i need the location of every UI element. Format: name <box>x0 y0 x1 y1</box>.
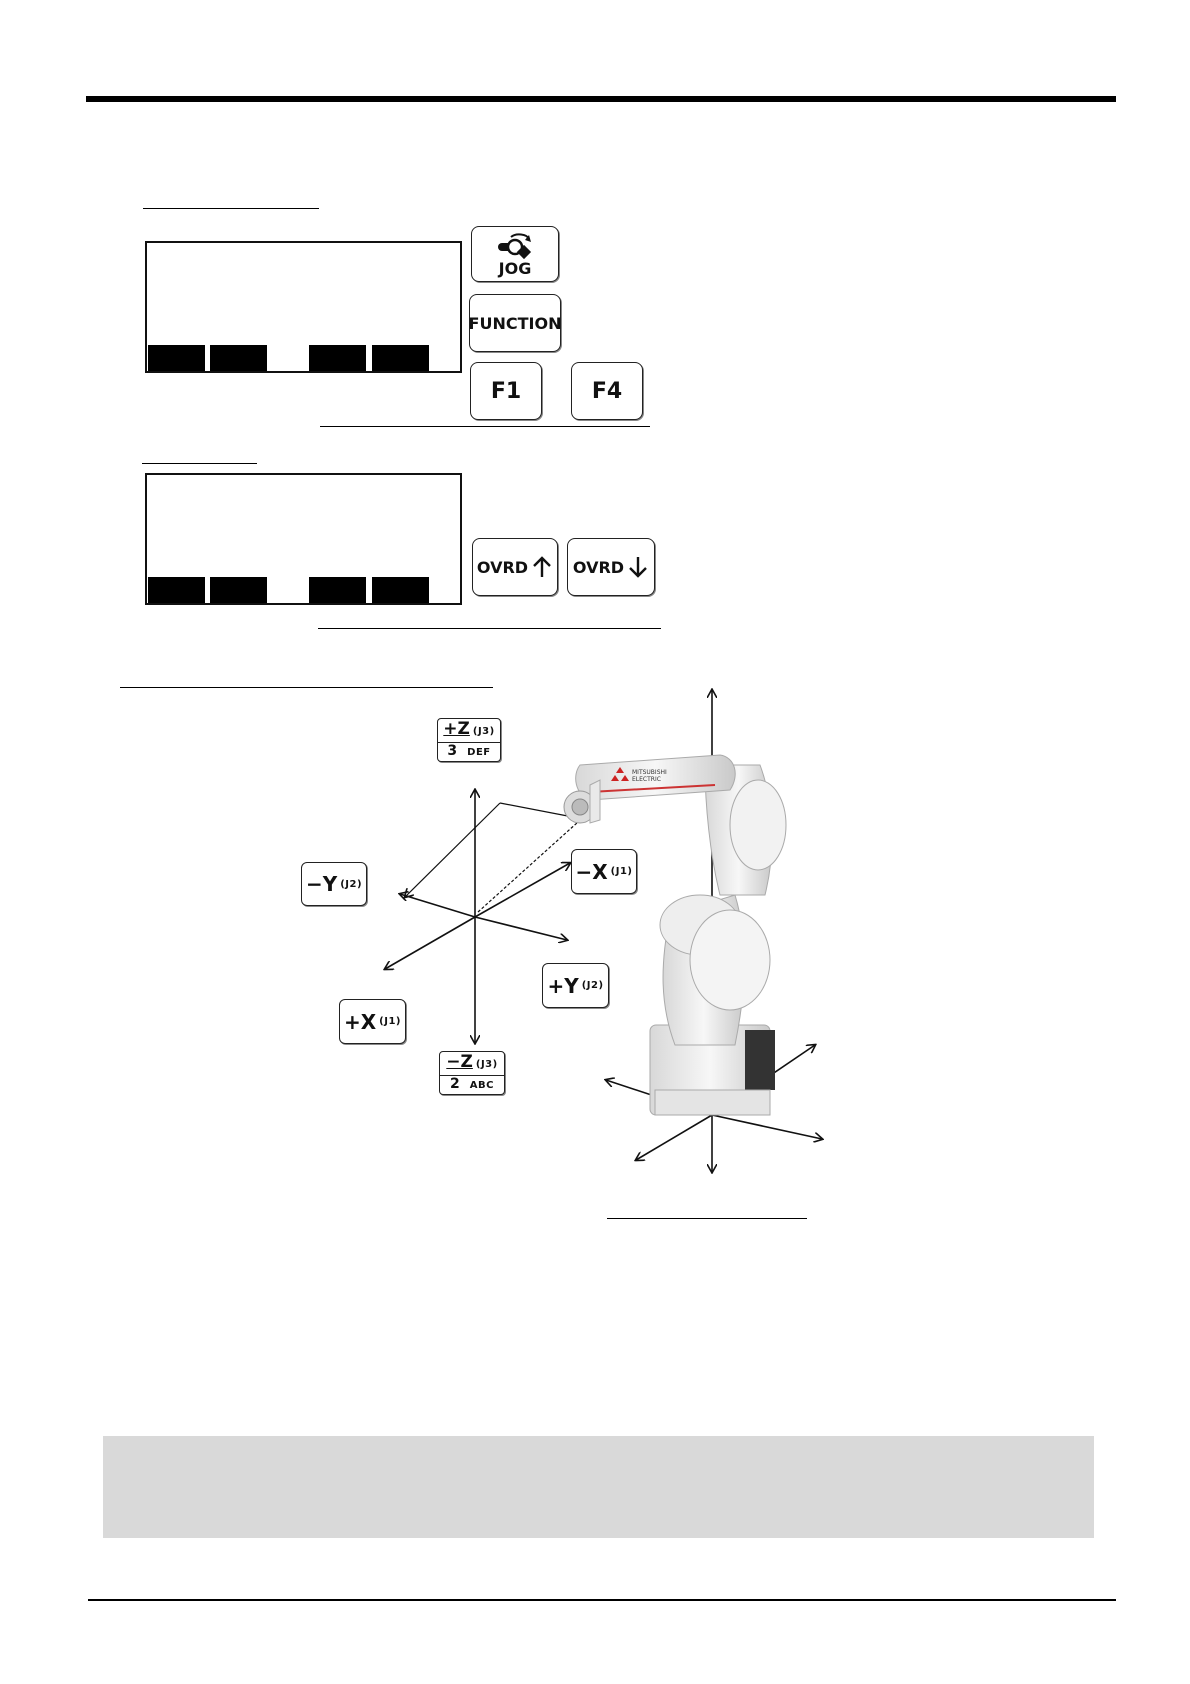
guide-line <box>405 803 500 897</box>
plus-z-jog-key[interactable] <box>437 718 501 762</box>
plus-x-joint: (J1) <box>379 1016 401 1027</box>
minus-x-label: −X <box>575 859 608 884</box>
function-key[interactable]: FUNCTION <box>469 294 561 352</box>
plus-y-jog-key[interactable] <box>542 963 609 1008</box>
robot-caption-underline <box>607 1218 807 1219</box>
jog-key-label: JOG <box>498 259 532 278</box>
ovrd-up-label: OVRD <box>476 557 529 577</box>
f4-key[interactable]: F4 <box>571 362 643 420</box>
plus-z-number: 3 <box>447 743 458 759</box>
plus-y-joint: (J2) <box>581 980 604 991</box>
minus-z-number: 2 <box>450 1076 460 1092</box>
minus-z-letters: ABC <box>469 1080 494 1091</box>
minus-y-label: −Y <box>305 872 338 896</box>
minus-y-jog-key[interactable] <box>301 862 367 906</box>
plus-z-joint: (J3) <box>472 726 495 737</box>
footer-rule <box>88 1599 1116 1601</box>
plus-z-label: +Z <box>443 719 470 739</box>
plus-x-label: +X <box>343 1009 377 1034</box>
x-axis-arrow-back <box>475 863 570 917</box>
plus-y-label: +Y <box>547 973 579 998</box>
minus-z-joint: (J3) <box>475 1059 498 1070</box>
plus-x-jog-key[interactable] <box>339 999 406 1044</box>
ovrd-down-label: OVRD <box>572 557 625 577</box>
robot-arm-illustration <box>560 745 820 1145</box>
minus-z-label: −Z <box>446 1052 473 1072</box>
robot-logo-text-1: MITSUBISHI <box>632 769 667 776</box>
minus-z-jog-key[interactable] <box>439 1051 505 1095</box>
x-axis-arrow-front <box>385 917 475 969</box>
f1-key[interactable]: F1 <box>470 362 542 420</box>
plus-z-letters: DEF <box>467 747 491 758</box>
minus-x-jog-key[interactable] <box>571 849 637 894</box>
note-box <box>103 1436 1094 1538</box>
robot-logo-text-2: ELECTRIC <box>632 776 661 783</box>
y-axis-arrow-left <box>400 894 475 917</box>
minus-y-joint: (J2) <box>340 878 363 890</box>
minus-x-joint: (J1) <box>610 866 633 877</box>
y-axis-arrow-right <box>475 917 567 940</box>
